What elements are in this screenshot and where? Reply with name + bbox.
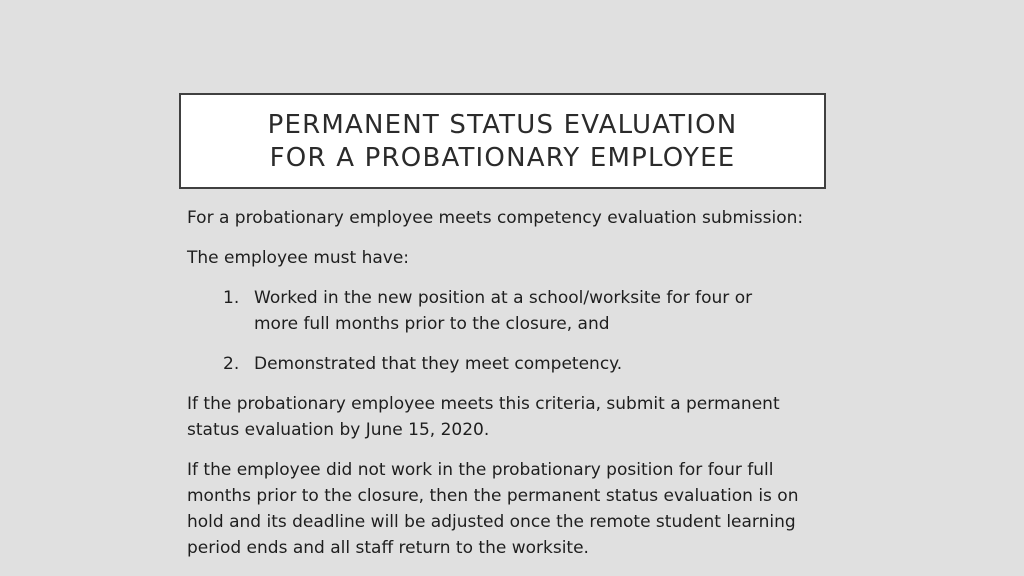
criteria-paragraph [187, 391, 827, 443]
must-have-paragraph: The employee must have: [187, 248, 410, 268]
hold-paragraph [187, 457, 827, 561]
list-item [187, 285, 827, 337]
list-item-line: more full months prior to the closure, and [254, 314, 610, 334]
slide-body [187, 205, 827, 575]
list-item-number: 2. [223, 354, 240, 374]
intro-paragraph: For a probationary employee meets competency evaluation submission: [187, 208, 804, 228]
slide-title-line-2: FOR A PROBATIONARY EMPLOYEE [269, 143, 736, 173]
slide-title-line-1: PERMANENT STATUS EVALUATION [267, 110, 738, 140]
title-box [179, 93, 826, 189]
list-item-line: Demonstrated that they meet competency. [254, 354, 623, 374]
slide-title [268, 107, 738, 175]
criteria-line: If the probationary employee meets this criteria, submit a permanent [187, 394, 780, 414]
hold-line: period ends and all staff return to the worksite. [187, 538, 589, 558]
hold-line: hold and its deadline will be adjusted once the remote student learning [187, 512, 796, 532]
requirements-list [187, 285, 827, 377]
list-item-line: Worked in the new position at a school/worksite for four or [254, 288, 753, 308]
hold-line: months prior to the closure, then the permanent status evaluation is on [187, 486, 799, 506]
criteria-line: status evaluation by June 15, 2020. [187, 420, 490, 440]
list-item-number: 1. [223, 288, 240, 308]
list-item [187, 351, 827, 377]
hold-line: If the employee did not work in the probationary position for four full [187, 460, 774, 480]
